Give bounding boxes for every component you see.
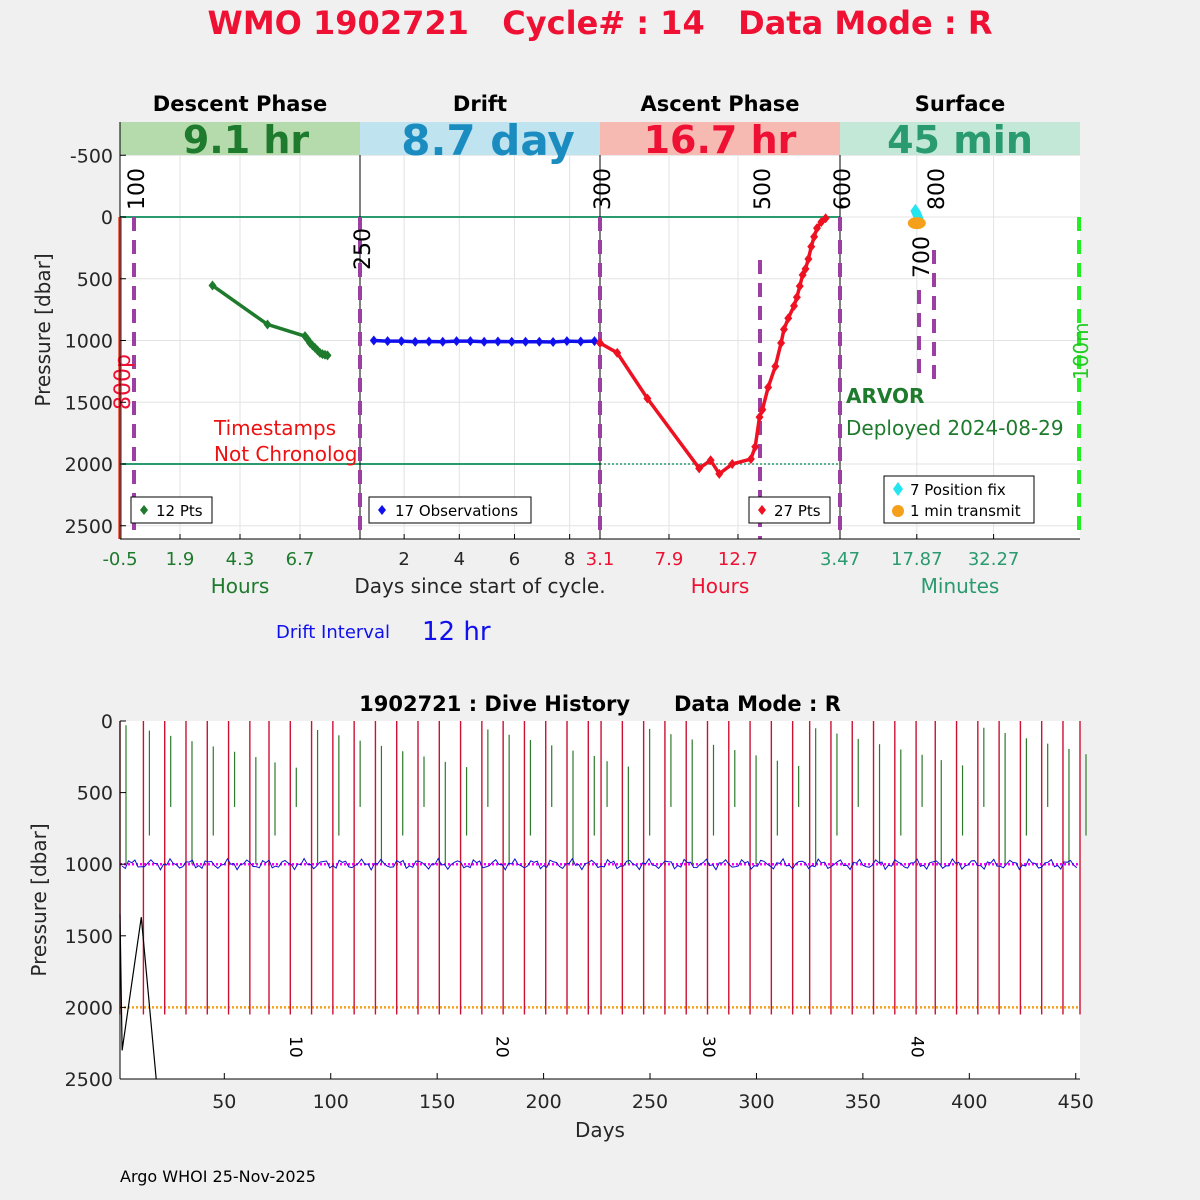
top-x-tick-label: 17.87 <box>891 549 943 570</box>
top-x-tick-label: 8 <box>563 549 576 570</box>
position-fix-legend-label: 7 Position fix <box>910 481 1006 499</box>
top-y-tick-label: 500 <box>76 268 113 291</box>
bottom-y-tick-label: 2500 <box>64 1069 113 1091</box>
drift-interval-label: Drift Interval <box>276 622 390 643</box>
top-x-tick-label: 3.47 <box>819 549 861 570</box>
bottom-x-tick-label: 400 <box>951 1091 988 1113</box>
top-y-tick-label: -500 <box>69 145 113 168</box>
descent-duration: 9.1 hr <box>182 118 310 162</box>
bottom-x-tick-label: 350 <box>844 1091 882 1113</box>
top-y-tick-label: 0 <box>100 207 113 229</box>
ascent-duration: 16.7 hr <box>643 118 797 162</box>
top-x-tick-label: -0.5 <box>102 549 138 570</box>
top-y-tick-label: 1500 <box>64 392 113 415</box>
marker-label-800p: 800p <box>111 354 136 410</box>
footer: Argo WHOI 25-Nov-2025 <box>120 1167 316 1186</box>
top-panel <box>31 92 1093 647</box>
cycle-number-label: 20 <box>491 1036 512 1058</box>
surface-legend <box>884 476 1034 523</box>
bottom-y-tick-label: 1000 <box>64 854 113 877</box>
ascent-legend <box>749 497 830 523</box>
float-type: ARVOR <box>846 384 925 408</box>
top-y-label: Pressure [dbar] <box>31 253 55 407</box>
bottom-y-tick-label: 2000 <box>64 997 113 1020</box>
deployed-date: Deployed 2024-08-29 <box>846 416 1064 440</box>
marker-label-600: 600 <box>831 168 856 210</box>
main-title: WMO 1902721 Cycle# : 14 Data Mode : R <box>207 4 993 42</box>
marker-label-800: 800 <box>925 168 950 210</box>
top-x-tick-label: 7.9 <box>654 549 684 570</box>
bottom-x-tick-label: 150 <box>419 1091 456 1113</box>
marker-label-500: 500 <box>751 168 776 210</box>
top-x-tick-label: 2 <box>398 549 410 570</box>
bottom-plot-area <box>120 721 1080 1079</box>
bottom-x-tick-label: 300 <box>738 1091 775 1113</box>
descent-x-label: Hours <box>210 574 270 598</box>
drift-interval-value: 12 hr <box>422 617 491 647</box>
dive-history-title: 1902721 : Dive History Data Mode : R <box>359 692 841 716</box>
bottom-x-tick-label: 450 <box>1057 1091 1094 1113</box>
bottom-panel <box>27 692 1094 1142</box>
top-x-tick-label: 4 <box>453 549 466 570</box>
top-x-tick-label: 32.27 <box>967 549 1020 570</box>
drift-legend <box>369 497 531 523</box>
bottom-x-tick-label: 50 <box>212 1091 237 1113</box>
transmit-legend-label: 1 min transmit <box>910 502 1021 520</box>
descent-legend-label: 12 Pts <box>156 502 203 520</box>
bottom-x-tick-label: 250 <box>631 1091 669 1113</box>
top-x-tick-label: 12.7 <box>717 549 759 570</box>
transmit-point <box>908 217 926 229</box>
transmit-legend-marker <box>892 505 904 517</box>
cycle-number-label: 30 <box>698 1036 719 1058</box>
top-y-tick-label: 1000 <box>64 330 113 353</box>
drift-phase-title: Drift <box>452 92 508 116</box>
cycle-number-label: 40 <box>906 1036 927 1058</box>
marker-label-700: 700 <box>910 236 935 278</box>
top-y-tick-label: 2500 <box>64 515 113 538</box>
bottom-y-ticks <box>65 711 126 1091</box>
top-x-tick-label: 3.1 <box>585 549 615 570</box>
marker-label-300: 300 <box>591 168 616 210</box>
drift-duration: 8.7 day <box>401 116 575 165</box>
top-y-tick-label: 2000 <box>64 454 113 476</box>
warning-line-1: Timestamps <box>214 416 337 440</box>
drift-legend-label: 17 Observations <box>395 502 519 520</box>
marker-label-250: 250 <box>351 228 376 270</box>
cycle-number-label: 10 <box>285 1036 306 1058</box>
marker-label-100m: 100m <box>1069 322 1093 380</box>
bottom-y-tick-label: 500 <box>76 782 113 805</box>
ascent-x-label: Hours <box>690 574 750 598</box>
bottom-y-label: Pressure [dbar] <box>27 823 51 977</box>
bottom-x-label: Days <box>575 1118 625 1142</box>
surface-x-label: Minutes <box>920 574 1000 598</box>
warning-line-2: Not Chronolog <box>214 442 358 466</box>
top-x-tick-label: 1.9 <box>165 549 195 570</box>
ascent-legend-label: 27 Pts <box>774 502 821 520</box>
top-x-tick-label: 6 <box>508 549 521 570</box>
top-y-ticks <box>65 145 126 538</box>
top-x-tick-label: 6.7 <box>285 549 315 570</box>
bottom-x-tick-label: 100 <box>312 1091 349 1113</box>
marker-label-100: 100 <box>125 168 150 210</box>
surface-phase-title: Surface <box>914 92 1006 116</box>
bottom-y-tick-label: 1500 <box>64 925 113 948</box>
descent-phase-title: Descent Phase <box>152 92 328 116</box>
top-x-tick-label: 4.3 <box>225 549 255 570</box>
ascent-phase-title: Ascent Phase <box>640 92 800 116</box>
surface-duration: 45 min <box>887 118 1033 162</box>
bottom-x-tick-label: 200 <box>525 1091 562 1113</box>
descent-legend <box>131 497 212 523</box>
drift-x-label: Days since start of cycle. <box>354 574 606 598</box>
bottom-y-tick-label: 0 <box>100 711 113 733</box>
